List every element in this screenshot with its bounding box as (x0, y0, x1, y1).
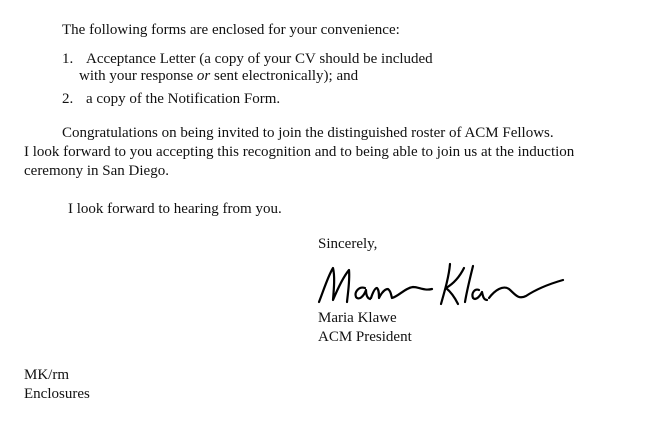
list-item-continuation-text: with your response (79, 68, 197, 84)
congratulations-line: ceremony in San Diego. (24, 163, 169, 179)
list-item-number: 2. (62, 91, 74, 107)
salutation: Sincerely, (318, 236, 378, 252)
emphasis-or: or (196, 68, 211, 84)
enclosure-intro: The following forms are enclosed for your convenience: (62, 22, 400, 38)
list-item-text: a copy of the Notification Form. (86, 91, 281, 107)
enclosures-note: Enclosures (24, 386, 90, 402)
signer-name: Maria Klawe (318, 310, 397, 326)
handwritten-signature (313, 258, 567, 310)
list-item-text: Acceptance Letter (a copy of your CV should be included (86, 51, 433, 67)
list-item-continuation (79, 67, 358, 85)
signer-title: ACM President (318, 329, 412, 345)
list-item-continuation-end: sent electronically); and (210, 68, 359, 84)
list-item-number: 1. (62, 51, 74, 67)
congratulations-line: I look forward to you accepting this recognition and to being able to join us at the induction (24, 144, 575, 160)
congratulations-line: Congratulations on being invited to join the distinguished roster of ACM Fellows. (62, 125, 554, 141)
closing-line: I look forward to hearing from you. (68, 201, 282, 217)
reference-initials: MK/rm (24, 367, 69, 383)
